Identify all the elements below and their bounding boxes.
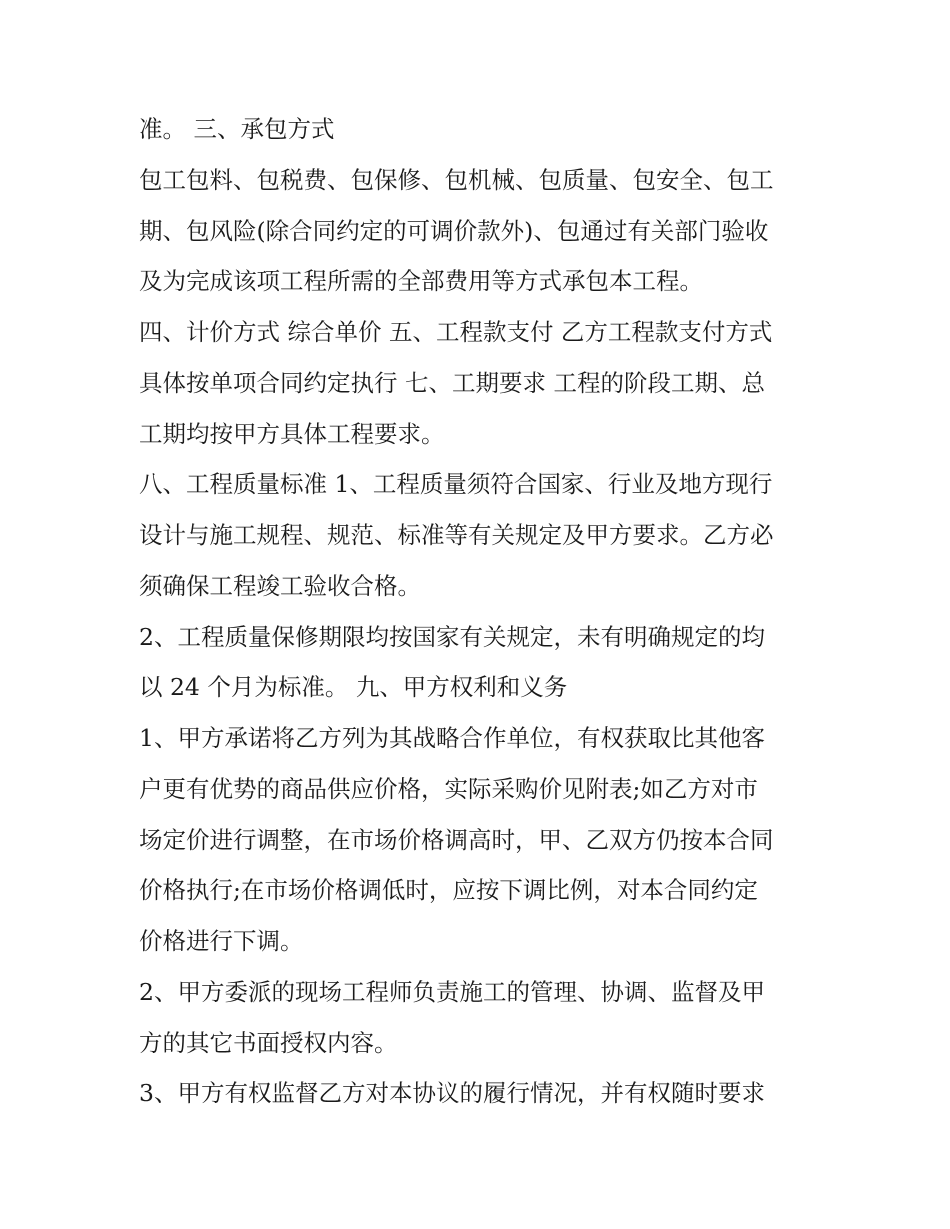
text-line: 须确保工程竣工验收合格。 (139, 572, 421, 600)
text-line: 2、工程质量保修期限均按国家有关规定，未有明确规定的均 (139, 623, 765, 651)
text-line: 及为完成该项工程所需的全部费用等方式承包本工程。 (139, 267, 703, 295)
text-line: 以 24 个月为标准。 九、甲方权利和义务 (139, 673, 568, 701)
text-line: 方的其它书面授权内容。 (139, 1029, 398, 1057)
text-line: 具体按单项合同约定执行 七、工期要求 工程的阶段工期、总 (139, 369, 765, 397)
text-line: 八、工程质量标准 1、工程质量须符合国家、行业及地方现行 (139, 470, 773, 498)
text-line: 3、甲方有权监督乙方对本协议的履行情况，并有权随时要求 (139, 1079, 765, 1107)
text-line: 场定价进行调整，在市场价格调高时，甲、乙双方仍按本合同 (139, 826, 774, 854)
text-line: 期、包风险(除合同约定的可调价款外)、包通过有关部门验收 (139, 217, 769, 245)
text-line: 户更有优势的商品供应价格，实际采购价见附表;如乙方对市 (139, 775, 758, 803)
text-line: 价格执行;在市场价格调低时，应按下调比例，对本合同约定 (139, 876, 758, 904)
text-line: 1、甲方承诺将乙方列为其战略合作单位，有权获取比其他客 (139, 724, 765, 752)
text-line: 价格进行下调。 (139, 927, 304, 955)
text-line: 2、甲方委派的现场工程师负责施工的管理、协调、监督及甲 (139, 978, 765, 1006)
text-line: 四、计价方式 综合单价 五、工程款支付 乙方工程款支付方式 (139, 318, 773, 346)
text-line: 准。 三、承包方式 (139, 115, 335, 143)
text-line: 工期均按甲方具体工程要求。 (139, 420, 445, 448)
text-line: 包工包料、包税费、包保修、包机械、包质量、包安全、包工 (139, 166, 774, 194)
text-line: 设计与施工规程、规范、标准等有关规定及甲方要求。乙方必 (139, 521, 774, 549)
